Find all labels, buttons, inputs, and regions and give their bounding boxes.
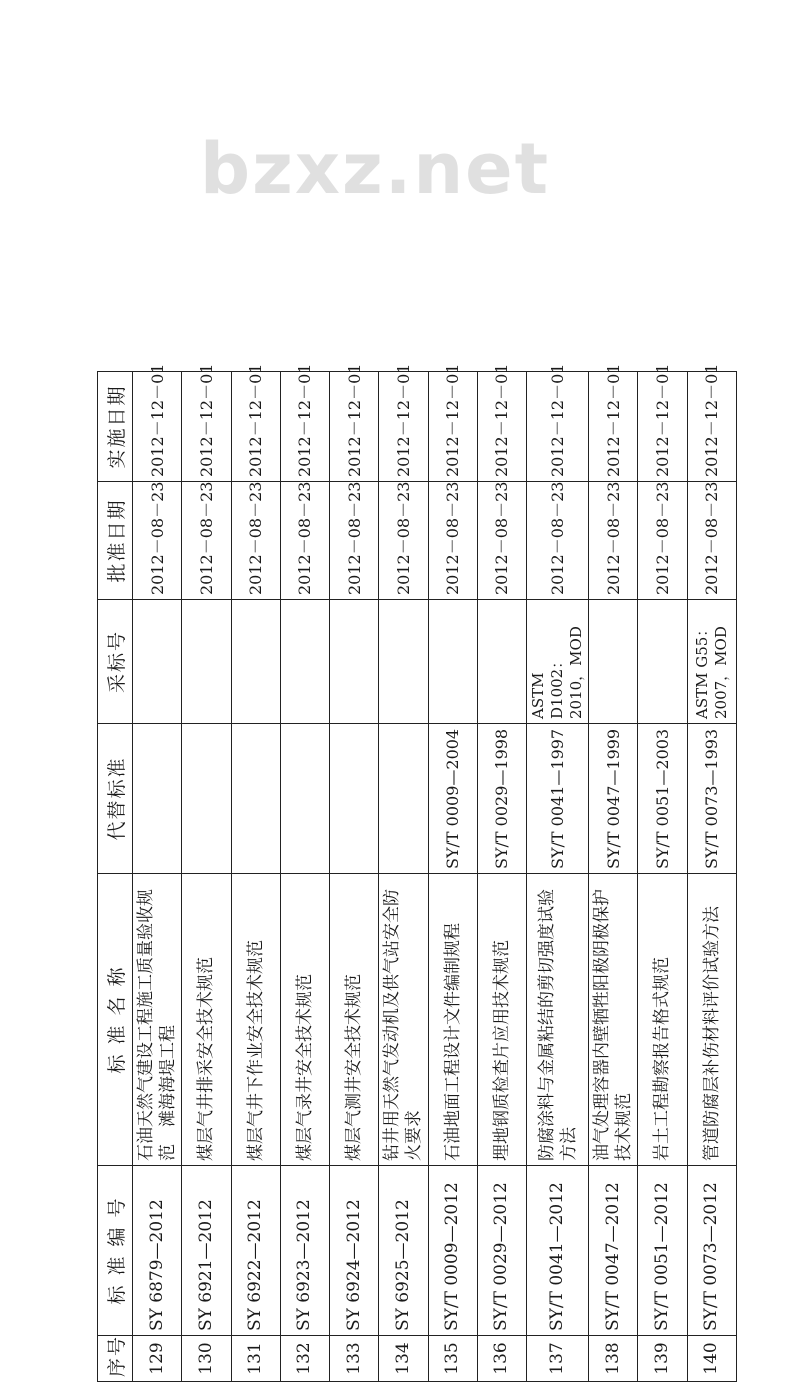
cell-effective-date: 2012－12－01 xyxy=(280,372,329,482)
cell-no: 137 xyxy=(527,1336,589,1382)
cell-approval-date: 2012－08－23 xyxy=(330,482,379,600)
cell-approval-date: 2012－08－23 xyxy=(687,482,736,600)
cell-code: SY/T 0073—2012 xyxy=(687,1166,736,1336)
cell-adopted xyxy=(379,600,428,724)
cell-approval-date: 2012－08－23 xyxy=(589,482,638,600)
table-row xyxy=(182,372,231,1382)
cell-code: SY 6925—2012 xyxy=(379,1166,428,1336)
cell-effective-date: 2012－12－01 xyxy=(527,372,589,482)
cell-no: 134 xyxy=(379,1336,428,1382)
cell-effective-date: 2012－12－01 xyxy=(687,372,736,482)
cell-code: SY/T 0047—2012 xyxy=(589,1166,638,1336)
standards-table xyxy=(97,363,737,1382)
cell-adopted xyxy=(231,600,280,724)
table-row xyxy=(527,372,589,1382)
cell-approval-date: 2012－08－23 xyxy=(133,482,182,600)
cell-name: 埋地钢质检查片应用技术规范 xyxy=(477,874,526,1166)
cell-effective-date: 2012－12－01 xyxy=(133,372,182,482)
cell-approval-date: 2012－08－23 xyxy=(527,482,589,600)
table-row xyxy=(330,372,379,1382)
cell-approval-date: 2012－08－23 xyxy=(638,482,687,600)
cell-no: 130 xyxy=(182,1336,231,1382)
cell-adopted xyxy=(589,600,638,724)
cell-code: SY/T 0051—2012 xyxy=(638,1166,687,1336)
cell-code: SY 6921—2012 xyxy=(182,1166,231,1336)
standards-table-rotated xyxy=(97,363,737,1382)
cell-no: 139 xyxy=(638,1336,687,1382)
cell-effective-date: 2012－12－01 xyxy=(379,372,428,482)
cell-adopted xyxy=(133,600,182,724)
cell-effective-date: 2012－12－01 xyxy=(330,372,379,482)
cell-name: 石油地面工程设计文件编制规程 xyxy=(428,874,477,1166)
header-code: 标 准 编 号 xyxy=(98,1166,133,1336)
cell-effective-date: 2012－12－01 xyxy=(589,372,638,482)
cell-no: 131 xyxy=(231,1336,280,1382)
cell-effective-date: 2012－12－01 xyxy=(182,372,231,482)
cell-code: SY/T 0041—2012 xyxy=(527,1166,589,1336)
cell-replaces: SY/T 0009—2004 xyxy=(428,724,477,874)
cell-approval-date: 2012－08－23 xyxy=(477,482,526,600)
watermark: bzxz.net xyxy=(200,128,551,210)
cell-replaces: SY/T 0047—1999 xyxy=(589,724,638,874)
cell-code: SY 6924—2012 xyxy=(330,1166,379,1336)
header-row xyxy=(98,372,133,1382)
cell-adopted: ASTM D1002：2010，MOD xyxy=(527,600,589,724)
cell-name: 煤层气测井安全技术规范 xyxy=(330,874,379,1166)
cell-replaces: SY/T 0051—2003 xyxy=(638,724,687,874)
header-approval-date: 批准日期 xyxy=(98,482,133,600)
header-name: 标 准 名 称 xyxy=(98,874,133,1166)
header-replaces: 代替标准 xyxy=(98,724,133,874)
cell-adopted xyxy=(428,600,477,724)
cell-adopted xyxy=(477,600,526,724)
cell-replaces xyxy=(133,724,182,874)
cell-no: 136 xyxy=(477,1336,526,1382)
cell-adopted xyxy=(330,600,379,724)
cell-replaces: SY/T 0073—1993 xyxy=(687,724,736,874)
cell-code: SY 6922—2012 xyxy=(231,1166,280,1336)
cell-approval-date: 2012－08－23 xyxy=(231,482,280,600)
table-row xyxy=(428,372,477,1382)
cell-approval-date: 2012－08－23 xyxy=(182,482,231,600)
cell-code: SY 6923—2012 xyxy=(280,1166,329,1336)
cell-adopted xyxy=(638,600,687,724)
table-row xyxy=(477,372,526,1382)
cell-no: 132 xyxy=(280,1336,329,1382)
cell-approval-date: 2012－08－23 xyxy=(280,482,329,600)
header-no: 序号 xyxy=(98,1336,133,1382)
cell-no: 138 xyxy=(589,1336,638,1382)
cell-adopted xyxy=(182,600,231,724)
cell-name: 油气处理容器内壁牺牲阳极阴极保护技术规范 xyxy=(589,874,638,1166)
cell-name: 钻井用天然气发动机及供气站安全防火要求 xyxy=(379,874,428,1166)
cell-name: 煤层气录井安全技术规范 xyxy=(280,874,329,1166)
cell-replaces: SY/T 0041—1997 xyxy=(527,724,589,874)
cell-name: 管道防腐层补伤材料评价试验方法 xyxy=(687,874,736,1166)
cell-name: 煤层气井排采安全技术规范 xyxy=(182,874,231,1166)
table-row xyxy=(638,372,687,1382)
table-row xyxy=(133,372,182,1382)
cell-no: 129 xyxy=(133,1336,182,1382)
cell-effective-date: 2012－12－01 xyxy=(477,372,526,482)
cell-effective-date: 2012－12－01 xyxy=(231,372,280,482)
cell-effective-date: 2012－12－01 xyxy=(638,372,687,482)
table-row xyxy=(687,372,736,1382)
cell-replaces xyxy=(379,724,428,874)
cell-effective-date: 2012－12－01 xyxy=(428,372,477,482)
cell-name: 岩土工程勘察报告格式规范 xyxy=(638,874,687,1166)
cell-approval-date: 2012－08－23 xyxy=(428,482,477,600)
table-row xyxy=(379,372,428,1382)
cell-adopted xyxy=(280,600,329,724)
header-effective-date: 实施日期 xyxy=(98,372,133,482)
cell-replaces xyxy=(231,724,280,874)
table-row xyxy=(231,372,280,1382)
cell-code: SY/T 0029—2012 xyxy=(477,1166,526,1336)
cell-name: 煤层气井下作业安全技术规范 xyxy=(231,874,280,1166)
cell-code: SY 6879—2012 xyxy=(133,1166,182,1336)
cell-replaces xyxy=(280,724,329,874)
table-row xyxy=(589,372,638,1382)
cell-adopted: ASTM G55：2007，MOD xyxy=(687,600,736,724)
cell-no: 135 xyxy=(428,1336,477,1382)
header-adopted: 采标号 xyxy=(98,600,133,724)
cell-name: 防腐涂料与金属粘结的剪切强度试验方法 xyxy=(527,874,589,1166)
cell-no: 140 xyxy=(687,1336,736,1382)
cell-name: 石油天然气建设工程施工质量验收规范 滩海海堤工程 xyxy=(133,874,182,1166)
cell-approval-date: 2012－08－23 xyxy=(379,482,428,600)
cell-replaces xyxy=(182,724,231,874)
cell-replaces xyxy=(330,724,379,874)
cell-no: 133 xyxy=(330,1336,379,1382)
cell-code: SY/T 0009—2012 xyxy=(428,1166,477,1336)
table-row xyxy=(280,372,329,1382)
cell-replaces: SY/T 0029—1998 xyxy=(477,724,526,874)
